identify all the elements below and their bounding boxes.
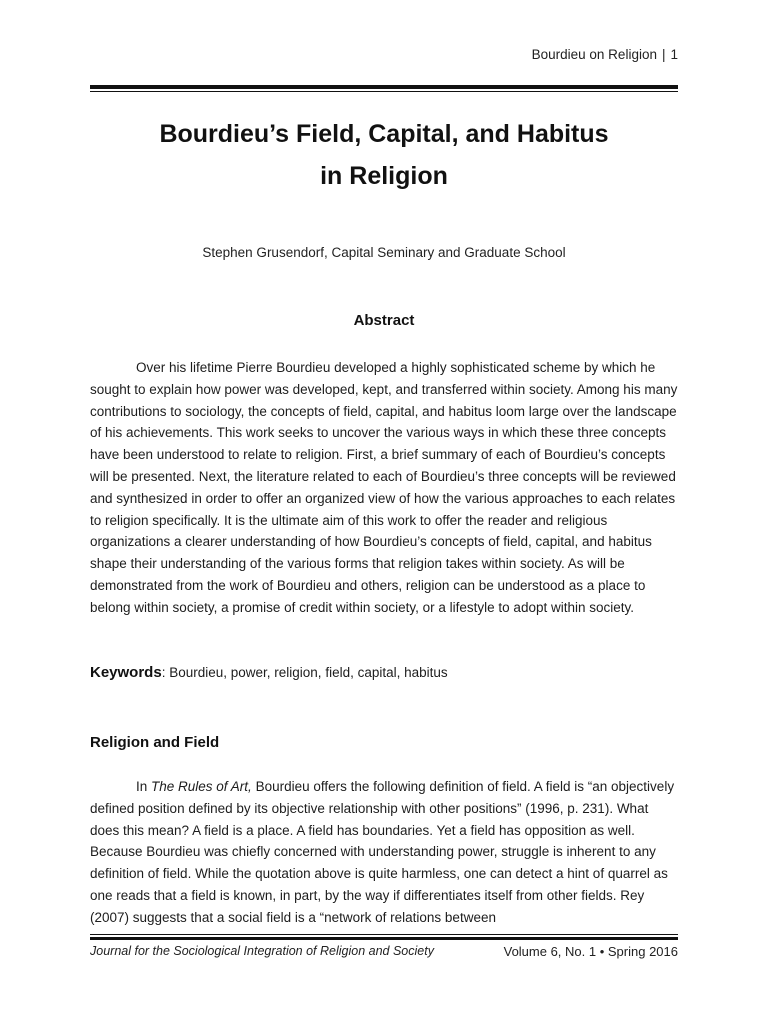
author-affiliation: Stephen Grusendorf, Capital Seminary and Graduate School — [202, 245, 566, 260]
footer-rule-thick — [90, 937, 678, 940]
keywords-label: Keywords — [90, 664, 162, 681]
article-title — [90, 113, 678, 197]
running-title: Bourdieu on Religion — [531, 47, 657, 62]
section-paragraph — [90, 776, 678, 929]
header-separator: | — [661, 47, 666, 62]
running-header — [532, 47, 678, 62]
section-text-rest: Bourdieu offers the following definition of field. A field is “an objectively defined position defined by its objective relationship with other positions” (1996, p. 231). What does this mean? A field is a place. A field has boundaries. Yet a field has opposition as well. Because Bourdieu was chiefly concerned with understanding power, struggle is inherent to any definition of field. While the quotation above is quite harmless, one can detect a hint of quarrel as one reads that a field is known, in part, by the way if differentiates itself from other fields. Rey (2007) suggests that a social field is a “network of relations between — [90, 779, 675, 925]
book-title: The Rules of Art, — [151, 779, 252, 794]
journal-name: Journal for the Sociological Integration of Religion and Society — [90, 944, 434, 958]
header-rule-thick — [90, 85, 678, 89]
footer-rule-thin — [90, 934, 678, 935]
title-line-1: Bourdieu’s Field, Capital, and Habitus — [159, 120, 609, 148]
page-number: 1 — [670, 47, 678, 62]
keywords-colon: : — [161, 665, 166, 680]
header-rule-thin — [90, 91, 678, 92]
title-line-2: in Religion — [320, 162, 448, 190]
abstract-paragraph: Over his lifetime Pierre Bourdieu developed a highly sophisticated scheme by which he sought to explain how power was developed, kept, and transferred within society. Among his many contributions to sociology, the concepts of field, capital, and habitus loom large over the landscape of his achievements. This work seeks to uncover the various ways in which these three concepts have been understood to relate to religion. First, a brief summary of each of Bourdieu’s concepts will be presented. Next, the literature related to each of Bourdieu’s three concepts will be reviewed and synthesized in order to offer an organized view of how the various approaches to each relates to religion specifically. It is the ultimate aim of this work to offer the reader and religious organizations a clearer understanding of how Bourdieu’s concepts of field, capital, and habitus shape their understanding of the various forms that religion takes within society. As will be demonstrated from the work of Bourdieu and others, religion can be understood as a place to belong within society, a promise of credit within society, or a lifestyle to adopt within society. — [90, 360, 678, 615]
issue-info: Volume 6, No. 1 • Spring 2016 — [503, 944, 678, 959]
section-heading: Religion and Field — [90, 734, 220, 751]
section-text-lead: In — [136, 779, 152, 794]
keywords-list: Bourdieu, power, religion, field, capital, habitus — [165, 665, 448, 680]
abstract-heading: Abstract — [353, 312, 415, 329]
keywords-line — [90, 664, 678, 681]
